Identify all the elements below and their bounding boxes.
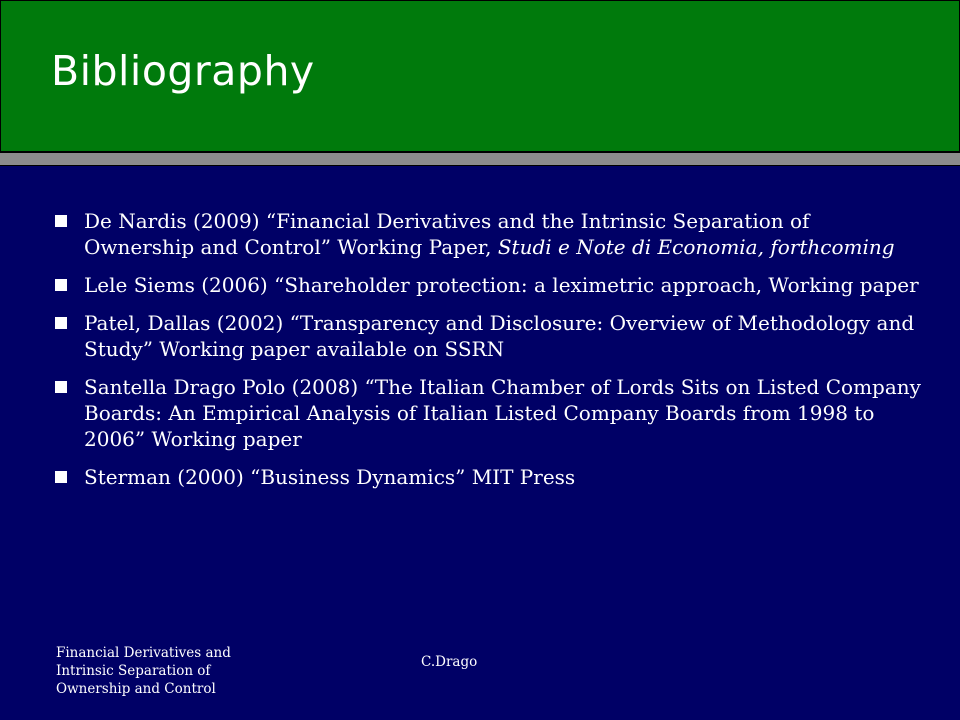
reference-text: Patel, Dallas (2002) “Transparency and Disclosure: Overview of Methodology and Study” Working paper available on SSRN: [84, 311, 915, 361]
square-bullet-icon: [55, 471, 67, 483]
footer-title-line: Ownership and Control: [56, 681, 216, 697]
square-bullet-icon: [55, 279, 67, 291]
footer-author: C.Drago: [421, 654, 478, 670]
list-item: [52, 374, 922, 452]
bibliography-list: [52, 208, 922, 502]
list-item: [52, 464, 922, 490]
footer-title-line: Intrinsic Separation of: [56, 663, 211, 679]
title-bar: [0, 0, 960, 152]
list-item: [52, 208, 922, 260]
header-divider: [0, 152, 960, 166]
square-bullet-icon: [55, 215, 67, 227]
list-item: [52, 310, 922, 362]
footer-presentation-title: [56, 644, 276, 698]
square-bullet-icon: [55, 317, 67, 329]
reference-text: Sterman (2000) “Business Dynamics” MIT Press: [84, 465, 576, 489]
reference-journal: Studi e Note di Economia, forthcoming: [497, 235, 895, 259]
list-item: [52, 272, 922, 298]
slide-title: Bibliography: [51, 47, 315, 95]
reference-text: Lele Siems (2006) “Shareholder protection: a leximetric approach, Working paper: [84, 273, 919, 297]
square-bullet-icon: [55, 381, 67, 393]
footer-title-line: Financial Derivatives and: [56, 645, 231, 661]
reference-text: De Nardis (2009) “Financial Derivatives and the Intrinsic Separation of Ownership and Control” Working Paper,: [84, 209, 810, 259]
reference-text: Santella Drago Polo (2008) “The Italian Chamber of Lords Sits on Listed Company Boards: An Empirical Analysis of Italian Listed Company Boards from 1998 to 2006” Working paper: [84, 375, 921, 451]
